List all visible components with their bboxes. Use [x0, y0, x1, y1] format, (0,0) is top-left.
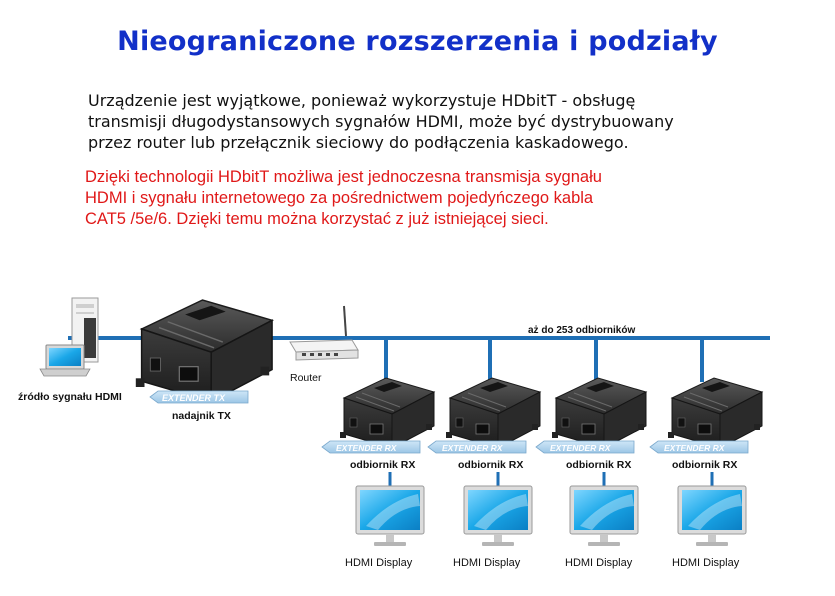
transmitter-badge-text: EXTENDER TX: [162, 393, 226, 403]
description-line-1: Urządzenie jest wyjątkowe, ponieważ wykorzystuje HDbitT - obsługę: [88, 91, 636, 110]
description-line-2: transmisji długodystansowych sygnałów HDMI, może być dystrybuowany: [88, 112, 674, 131]
display-label: HDMI Display: [345, 557, 413, 569]
router-icon: [290, 306, 358, 360]
highlight-line-2: HDMI i sygnału internetowego za pośrednictwem pojedyńczego kabla: [85, 189, 594, 207]
hdmi-display-icon: [678, 486, 746, 546]
transmitter-label: nadajnik TX: [172, 410, 231, 422]
display-label: HDMI Display: [453, 557, 521, 569]
hdmi-display-icon: [464, 486, 532, 546]
receiver-device: [340, 378, 434, 448]
router-label: Router: [290, 372, 322, 384]
receiver-badge: [322, 441, 420, 453]
highlight-line-1: Dzięki technologii HDbitT możliwa jest jednoczesna transmisja sygnału: [85, 168, 602, 186]
laptop-icon: [40, 345, 90, 376]
description-line-3: przez router lub przełącznik sieciowy do podłączenia kaskadowego.: [88, 133, 629, 152]
receiver-device: [552, 378, 646, 448]
receiver-3: [536, 378, 646, 569]
display-label: HDMI Display: [672, 557, 740, 569]
receivers-count-label: aż do 253 odbiorników: [528, 325, 636, 336]
receiver-label: odbiornik RX: [672, 459, 738, 471]
receiver-badge: [536, 441, 634, 453]
receiver-1: [322, 378, 434, 569]
receiver-label: odbiornik RX: [350, 459, 416, 471]
receiver-badge-text: EXTENDER RX: [336, 443, 397, 453]
highlight-line-3: CAT5 /5e/6. Dzięki temu można korzystać z już istniejącej sieci.: [85, 210, 549, 228]
receiver-badge-text: EXTENDER RX: [550, 443, 611, 453]
receiver-device: [446, 378, 540, 448]
receiver-label: odbiornik RX: [458, 459, 524, 471]
receiver-badge-text: EXTENDER RX: [664, 443, 725, 453]
receiver-badge: [650, 441, 748, 453]
receiver-2: [428, 378, 540, 569]
display-label: HDMI Display: [565, 557, 633, 569]
hdmi-display-icon: [356, 486, 424, 546]
source-label: źródło sygnału HDMI: [18, 391, 122, 403]
receiver-device: [668, 378, 762, 448]
hdmi-display-icon: [570, 486, 638, 546]
receiver-badge-text: EXTENDER RX: [442, 443, 503, 453]
receiver-badge: [428, 441, 526, 453]
receiver-4: [650, 378, 762, 569]
transmitter-device: [136, 300, 272, 402]
transmitter-badge: [150, 391, 248, 403]
page-title: Nieograniczone rozszerzenia i podziały: [117, 26, 718, 57]
receiver-label: odbiornik RX: [566, 459, 632, 471]
